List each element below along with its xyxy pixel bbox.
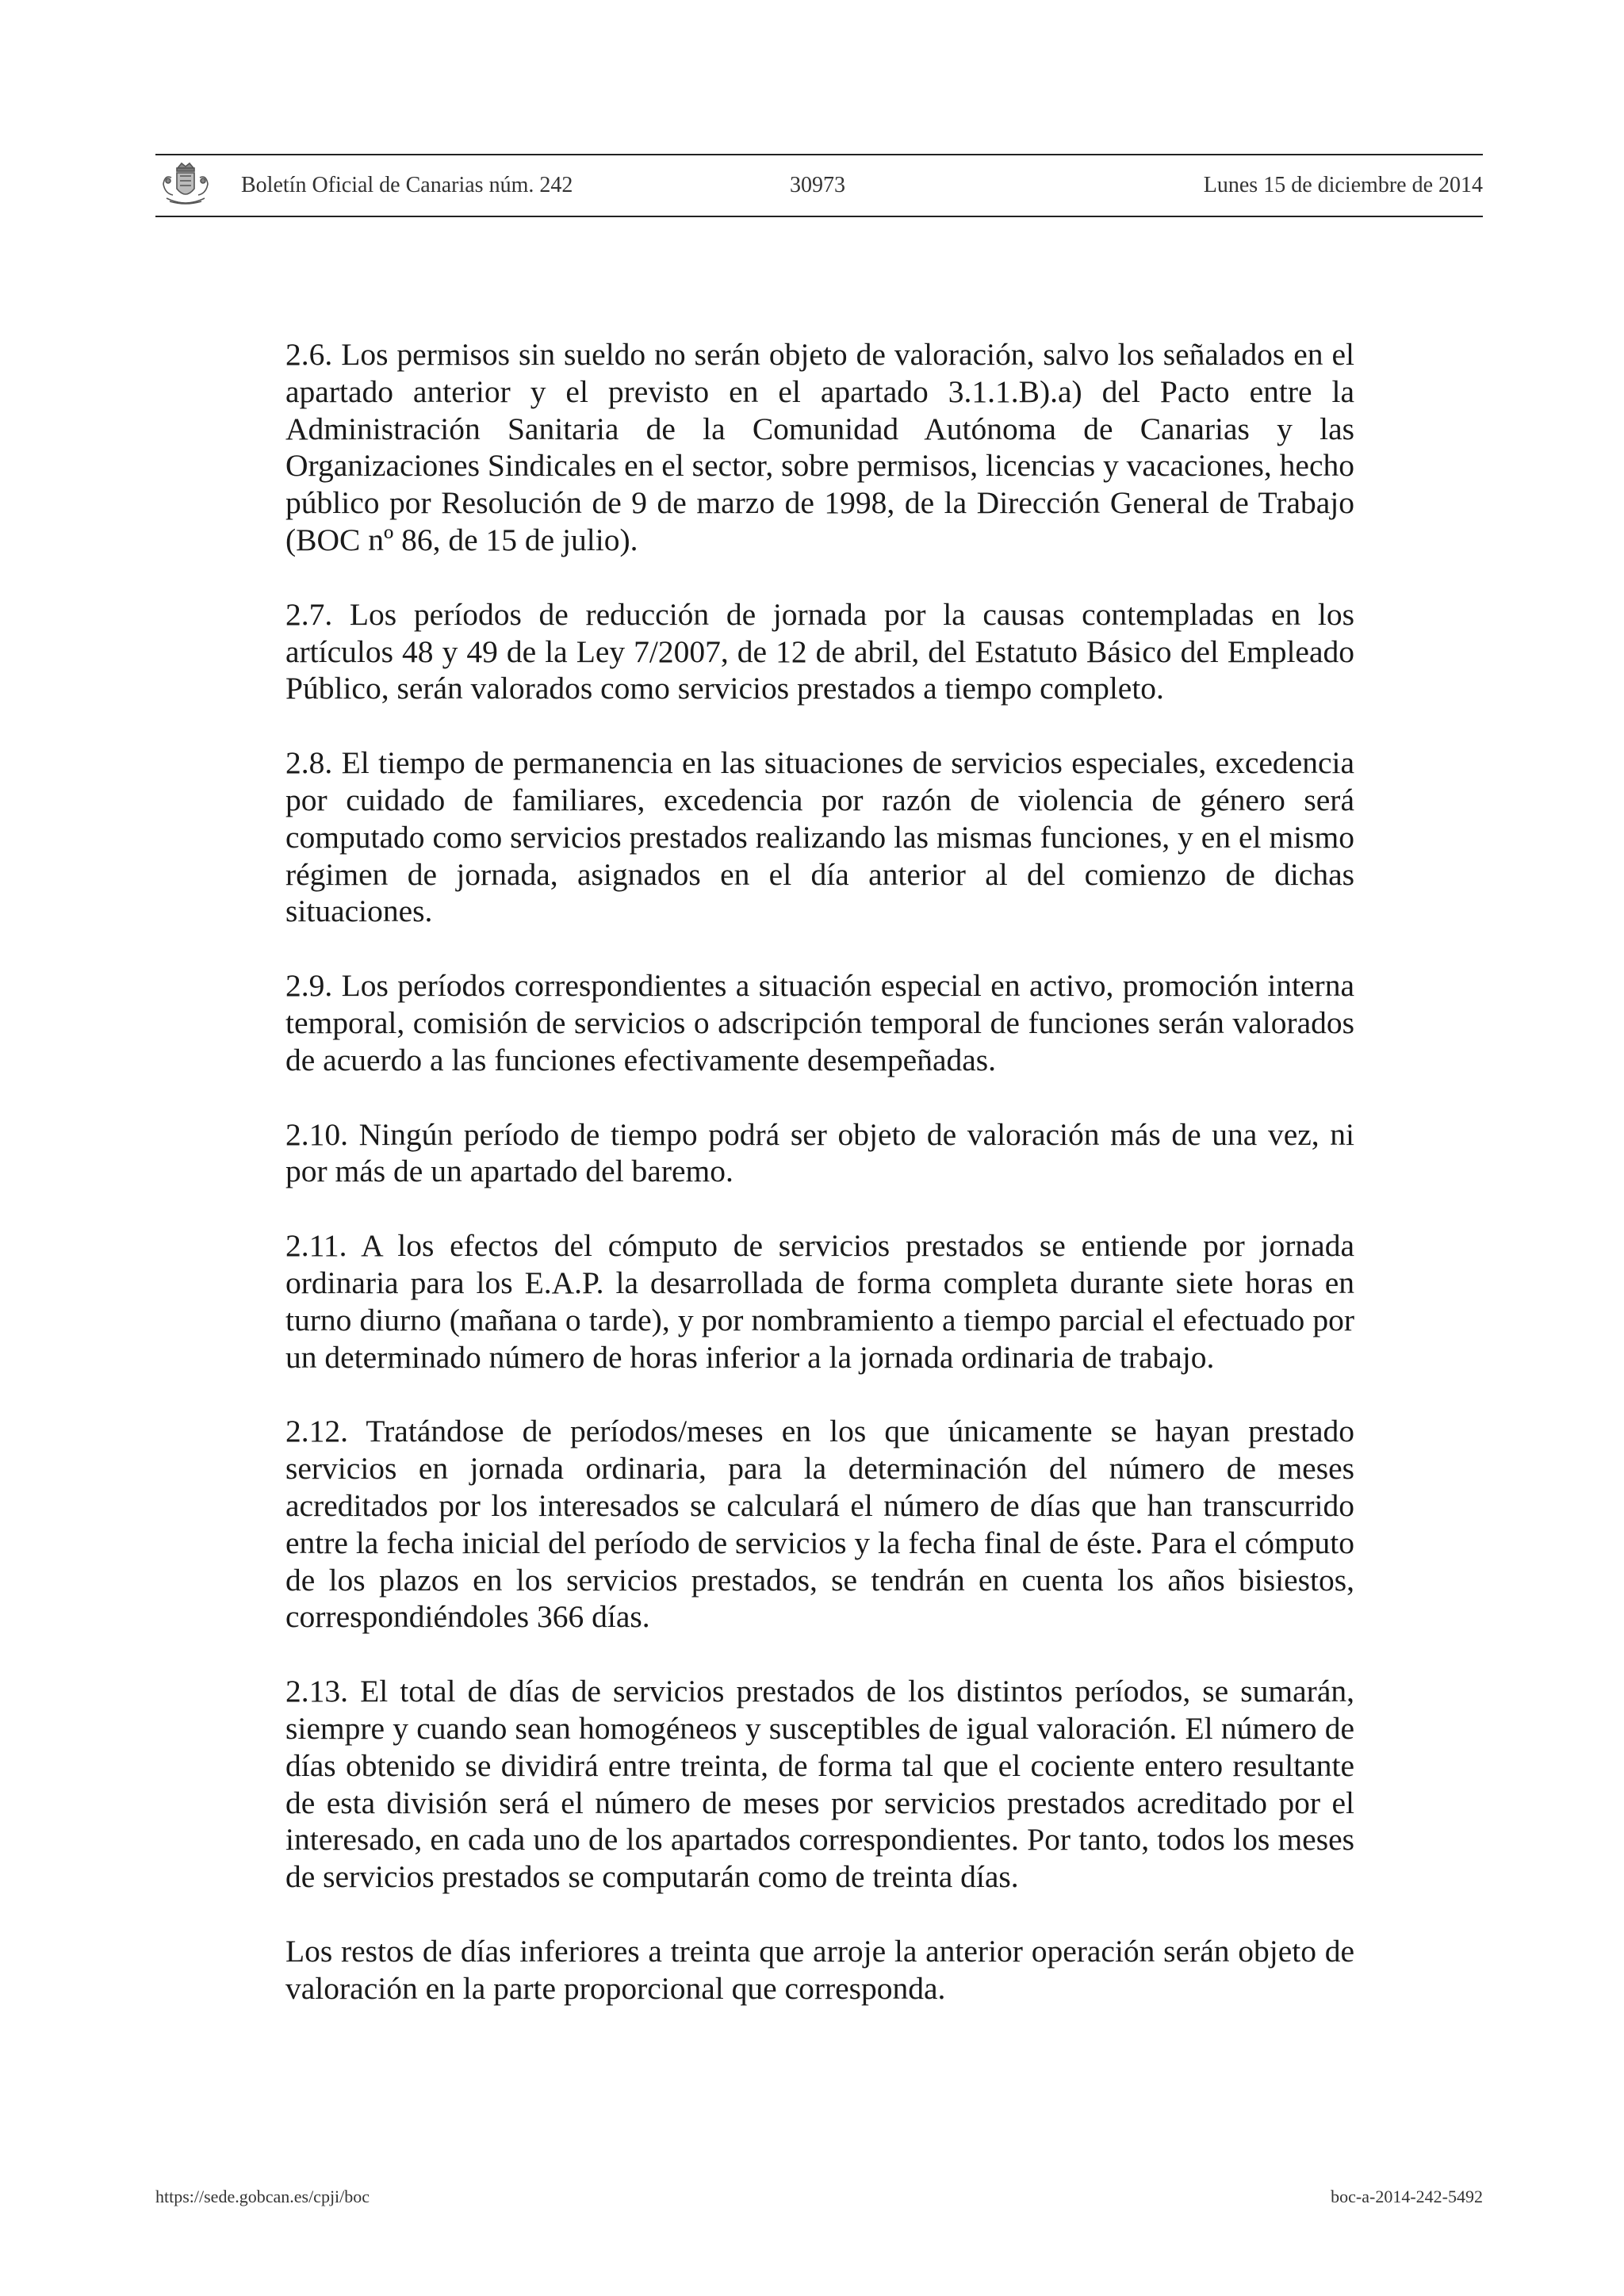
publication-date: Lunes 15 de diciembre de 2014 <box>1203 173 1483 197</box>
bulletin-title: Boletín Oficial de Canarias núm. 242 <box>241 173 573 197</box>
paragraph-2-13: 2.13. El total de días de servicios prestados de los distintos períodos, se sumarán, siempre y cuando sean homogéneos y susceptibles de igual valoración. El número de días obtenido se dividirá entre treinta, de forma tal que el cociente entero resultante de esta división será el número de meses por servicios prestados acreditado por el interesado, en cada uno de los apartados correspondientes. Por tanto, todos los meses de servicios prestados se computarán como de treinta días. <box>285 1674 1354 1895</box>
paragraph-2-9: 2.9. Los períodos correspondientes a situación especial en activo, promoción interna temporal, comisión de servicios o adscripción temporal de funciones serán valorados de acuerdo a las funciones efectivamente desempeñadas. <box>285 968 1354 1077</box>
document-body <box>285 336 1354 2007</box>
footer-url: https://sede.gobcan.es/cpji/boc <box>155 2187 370 2206</box>
paragraph-remainder: Los restos de días inferiores a treinta que arroje la anterior operación serán objeto de valoración en la parte proporcional que corresponda. <box>285 1933 1354 2006</box>
paragraph-2-11: 2.11. A los efectos del cómputo de servicios prestados se entiende por jornada ordinaria para los E.A.P. la desarrollada de forma completa durante siete horas en turno diurno (mañana o tarde), y por nombramiento a tiempo parcial el efectuado por un determinado número de horas inferior a la jornada ordinaria de trabajo. <box>285 1228 1354 1375</box>
coat-of-arms-icon <box>155 160 216 209</box>
footer-document-code: boc-a-2014-242-5492 <box>1331 2187 1483 2206</box>
paragraph-2-10: 2.10. Ningún período de tiempo podrá ser objeto de valoración más de una vez, ni por más de un apartado del baremo. <box>285 1116 1354 1189</box>
paragraph-2-8: 2.8. El tiempo de permanencia en las situaciones de servicios especiales, excedencia por cuidado de familiares, excedencia por razón de violencia de género será computado como servicios prestados realizando las mismas funciones, y en el mismo régimen de jornada, asignados en el día anterior al del comienzo de dichas situaciones. <box>285 745 1354 929</box>
paragraph-2-12: 2.12. Tratándose de períodos/meses en los que únicamente se hayan prestado servicios en jornada ordinaria, para la determinación del número de meses acreditados por los interesados se calculará el número de días que han transcurrido entre la fecha inicial del período de servicios y la fecha final de éste. Para el cómputo de los plazos en los servicios prestados, se tendrán en cuenta los años bisiestos, correspondiéndoles 366 días. <box>285 1414 1354 1635</box>
paragraph-2-7: 2.7. Los períodos de reducción de jornada por la causas contempladas en los artículos 48 y 49 de la Ley 7/2007, de 12 de abril, del Estatuto Básico del Empleado Público, serán valorados como servicios prestados a tiempo completo. <box>285 596 1354 706</box>
page-number: 30973 <box>790 173 845 197</box>
page-header <box>155 154 1483 217</box>
paragraph-2-6: 2.6. Los permisos sin sueldo no serán objeto de valoración, salvo los señalados en el apartado anterior y el previsto en el apartado 3.1.1.B).a) del Pacto entre la Administración Sanitaria de la Comunidad Autónoma de Canarias y las Organizaciones Sindicales en el sector, sobre permisos, licencias y vacaciones, hecho público por Resolución de 9 de marzo de 1998, de la Dirección General de Trabajo (BOC nº 86, de 15 de julio). <box>285 337 1354 557</box>
